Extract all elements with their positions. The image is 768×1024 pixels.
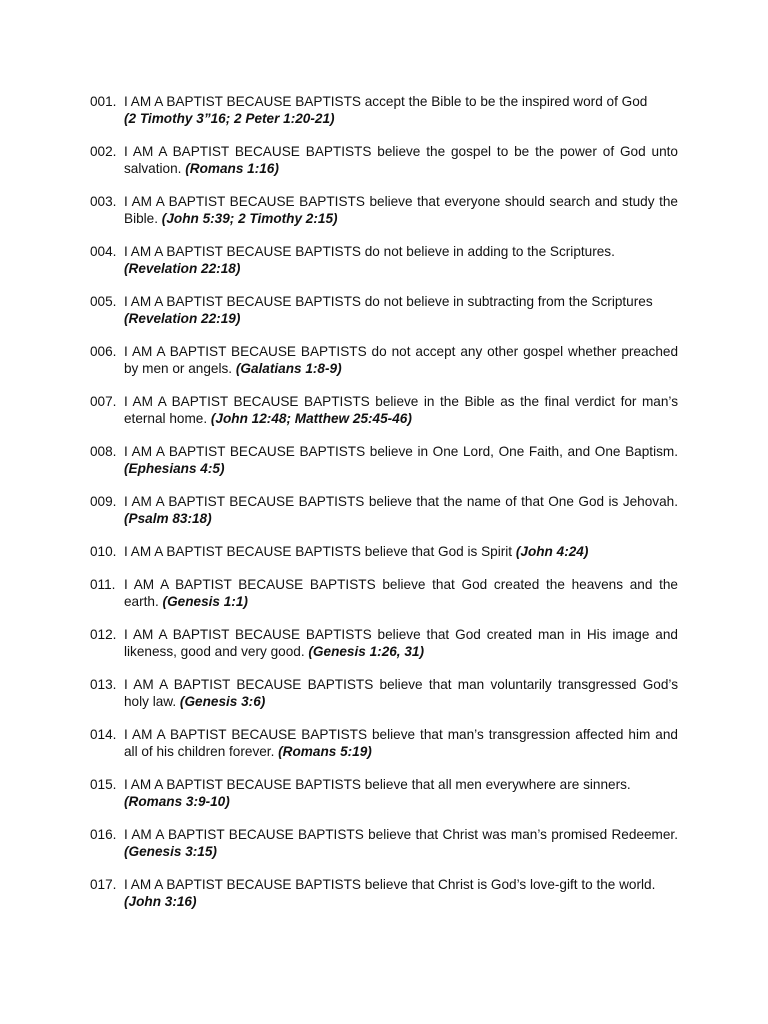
item-text (124, 676, 678, 710)
list-item (90, 393, 678, 427)
item-text (124, 343, 678, 377)
scripture-reference: (Genesis 1:1) (162, 594, 248, 609)
statement: I AM A BAPTIST BECAUSE BAPTISTS believe that Christ is God’s love-gift to the world. (124, 877, 656, 892)
item-text (124, 243, 678, 277)
statement: I AM A BAPTIST BECAUSE BAPTISTS believe that God is Spirit (124, 544, 513, 559)
item-number: 005. (90, 294, 117, 309)
scripture-reference: (Galatians 1:8-9) (235, 361, 342, 376)
item-number: 009. (90, 494, 117, 509)
statement: I AM A BAPTIST BECAUSE BAPTISTS accept the Bible to be the inspired word of God (124, 94, 648, 109)
list-item (90, 143, 678, 177)
item-number: 013. (90, 677, 117, 692)
statement: I AM A BAPTIST BECAUSE BAPTISTS believe in One Lord, One Faith, and One Baptism. (124, 444, 678, 459)
list-item (90, 626, 678, 660)
list-item (90, 876, 678, 910)
item-text (124, 726, 678, 760)
item-text (124, 443, 678, 477)
item-text (124, 876, 678, 910)
scripture-reference: (John 4:24) (515, 544, 589, 559)
statement: I AM A BAPTIST BECAUSE BAPTISTS believe that God created the heavens and the earth. (124, 577, 678, 609)
list-item (90, 726, 678, 760)
scripture-reference: (Romans 5:19) (278, 744, 372, 759)
list-item (90, 193, 678, 227)
scripture-reference: (Romans 1:16) (185, 161, 279, 176)
scripture-reference: (Genesis 3:6) (179, 694, 266, 709)
list-item (90, 493, 678, 527)
statement: I AM A BAPTIST BECAUSE BAPTISTS believe that man’s transgression affected him and all of his children forever. (124, 727, 678, 759)
list-item (90, 443, 678, 477)
scripture-reference: (Revelation 22:19) (124, 311, 241, 326)
scripture-reference: (John 3:16) (124, 894, 197, 909)
statement: I AM A BAPTIST BECAUSE BAPTISTS believe the gospel to be the power of God unto salvation. (124, 144, 678, 176)
list-item (90, 293, 678, 327)
scripture-reference: (Ephesians 4:5) (124, 461, 225, 476)
scripture-reference: (Genesis 3:15) (124, 844, 217, 859)
item-text (124, 193, 678, 227)
item-number: 010. (90, 544, 117, 559)
item-number: 001. (90, 94, 117, 109)
item-text (124, 626, 678, 660)
list-item (90, 93, 678, 127)
list-item (90, 243, 678, 277)
item-text (124, 393, 678, 427)
statement: I AM A BAPTIST BECAUSE BAPTISTS believe that everyone should search and study the Bible. (124, 194, 678, 226)
scripture-reference: (John 12:48; Matthew 25:45-46) (210, 411, 412, 426)
item-number: 011. (90, 577, 116, 592)
item-number: 007. (90, 394, 117, 409)
item-number: 004. (90, 244, 117, 259)
list-item (90, 676, 678, 710)
statement: I AM A BAPTIST BECAUSE BAPTISTS believe that Christ was man’s promised Redeemer. (124, 827, 678, 842)
item-text (124, 493, 678, 527)
scripture-reference: (2 Timothy 3”16; 2 Peter 1:20-21) (124, 111, 335, 126)
item-number: 015. (90, 777, 117, 792)
item-text (124, 93, 678, 127)
item-number: 016. (90, 827, 117, 842)
item-number: 017. (90, 877, 117, 892)
item-number: 006. (90, 344, 117, 359)
scripture-reference: (John 5:39; 2 Timothy 2:15) (161, 211, 338, 226)
statement: I AM A BAPTIST BECAUSE BAPTISTS believe that man voluntarily transgressed God’s holy law. (124, 677, 678, 709)
scripture-reference: (Psalm 83:18) (124, 511, 212, 526)
statement: I AM A BAPTIST BECAUSE BAPTISTS do not believe in subtracting from the Scriptures (124, 294, 653, 309)
document-page (90, 93, 678, 926)
list-item (90, 826, 678, 860)
item-number: 014. (90, 727, 117, 742)
statement: I AM A BAPTIST BECAUSE BAPTISTS believe that God created man in His image and likeness, good and very good. (124, 627, 678, 659)
statement: I AM A BAPTIST BECAUSE BAPTISTS believe that all men everywhere are sinners. (124, 777, 631, 792)
item-number: 008. (90, 444, 117, 459)
statement: I AM A BAPTIST BECAUSE BAPTISTS believe that the name of that One God is Jehovah. (124, 494, 678, 509)
item-text (124, 576, 678, 610)
list-item (90, 776, 678, 810)
item-text (124, 143, 678, 177)
item-text (124, 826, 678, 860)
scripture-reference: (Romans 3:9-10) (124, 794, 230, 809)
item-text (124, 293, 678, 327)
item-text (124, 776, 678, 810)
list-item (90, 576, 678, 610)
item-number: 003. (90, 194, 117, 209)
item-number: 002. (90, 144, 117, 159)
statement: I AM A BAPTIST BECAUSE BAPTISTS do not believe in adding to the Scriptures. (124, 244, 615, 259)
item-text (124, 543, 678, 560)
statement: I AM A BAPTIST BECAUSE BAPTISTS believe in the Bible as the final verdict for man’s eternal home. (124, 394, 678, 426)
list-item (90, 543, 678, 560)
scripture-reference: (Genesis 1:26, 31) (308, 644, 425, 659)
scripture-reference: (Revelation 22:18) (124, 261, 241, 276)
list-item (90, 343, 678, 377)
statement: I AM A BAPTIST BECAUSE BAPTISTS do not accept any other gospel whether preached by men or angels. (124, 344, 678, 376)
item-number: 012. (90, 627, 117, 642)
